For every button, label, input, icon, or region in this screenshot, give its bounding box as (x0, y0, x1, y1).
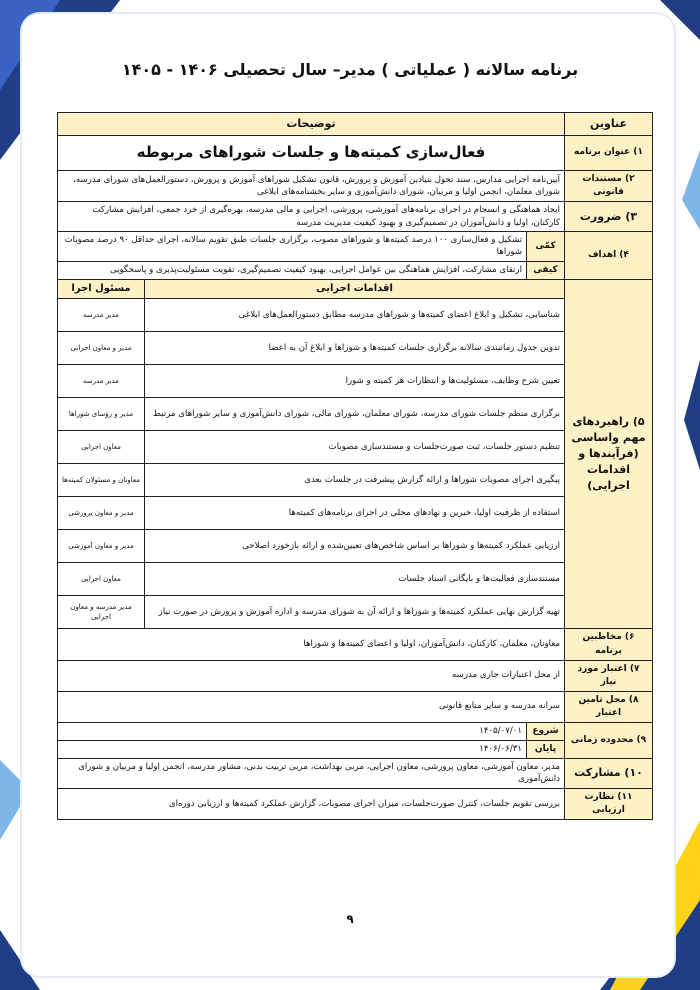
responsible-item: معاون اجرایی (58, 563, 145, 596)
credit-value: از محل اعتبارات جاری مدرسه (58, 660, 565, 691)
goals-quant-label: کمّی (527, 232, 565, 262)
credit-label: ۷) اعتبار مورد نیاز (565, 660, 653, 691)
page-number: ۹ (346, 912, 354, 926)
responsible-item: مدیر و رؤسای شوراها (58, 398, 145, 431)
participation-label: ۱۰) مشارکت (565, 758, 653, 788)
responsible-item: مدیر و معاون اجرایی (58, 332, 145, 365)
credit-source-label: ۸) محل تامین اعتبار (565, 691, 653, 722)
descriptions-header: توضیحات (58, 113, 565, 136)
goals-label: ۴) اهداف (565, 232, 653, 280)
goals-quant-value: تشکیل و فعال‌سازی ۱۰۰ درصد کمیته‌ها و شوراهای مصوب، برگزاری جلسات طبق تقویم سالانه، اجرای حداقل ۹۰ درصد مصوبات شوراها (58, 232, 527, 262)
responsible-item: مدیر مدرسه و معاون اجرایی (58, 596, 145, 629)
necessity-label: ۳) ضرورت (565, 202, 653, 232)
responsible-item: معاون اجرایی (58, 431, 145, 464)
necessity-value: ایجاد هماهنگی و انسجام در اجرای برنامه‌های آموزشی، پرورشی، اجرایی و مالی مدرسه، بهره‌گیری از خرد جمعی، افزایش مشارکت کارکنان، اولیا و دانش‌آموزان در تصمیم‌گیری و بهبود کیفیت مدیریت مدرسه (58, 202, 565, 232)
program-title-value: فعال‌سازی کمیته‌ها و جلسات شوراهای مربوطه (58, 136, 565, 171)
responsible-item: مدیر مدرسه (58, 299, 145, 332)
action-item: برگزاری منظم جلسات شورای مدرسه، شورای معلمان، شورای مالی، شورای دانش‌آموزی و سایر شوراهای مرتبط (145, 398, 565, 431)
action-item: مستندسازی فعالیت‌ها و بایگانی اسناد جلسات (145, 563, 565, 596)
evaluation-value: بررسی تقویم جلسات، کنترل صورت‌جلسات، میزان اجرای مصوبات، گزارش عملکرد کمیته‌ها و ارزیابی دوره‌ای (58, 788, 565, 819)
legal-docs-value: آیین‌نامه اجرایی مدارس، سند تحول بنیادین آموزش و پرورش، قانون تشکیل شوراهای آموزش و پرورش، دستورالعمل‌های شورای مدرسه، شورای معلمان، انجمن اولیا و مربیان، شورای دانش‌آموزی و سایر بخشنامه‌های ابلاغی (58, 171, 565, 202)
action-item: شناسایی، تشکیل و ابلاغ اعضای کمیته‌ها و شوراهای مدرسه مطابق دستورالعمل‌های ابلاغی (145, 299, 565, 332)
timeframe-end-label: پایان (527, 740, 565, 758)
credit-source-value: سرانه مدرسه و سایر منابع قانونی (58, 691, 565, 722)
evaluation-label: ۱۱) نظارت ارزیابی (565, 788, 653, 819)
program-title-label: ۱) عنوان برنامه (565, 136, 653, 171)
responsible-item: معاونان و مسئولان کمیته‌ها (58, 464, 145, 497)
timeframe-start-value: ۱۴۰۵/۰۷/۰۱ (58, 722, 527, 740)
program-table (57, 112, 653, 820)
responsible-heading: مسئول اجرا (58, 279, 145, 299)
strategies-label: ۵) راهبردهای مهم واساسی (فرآیندها و اقدامات اجرایی) (565, 279, 653, 629)
page-title: برنامه سالانه ( عملیاتی ) مدیر– سال تحصیلی ۱۴۰۶ - ۱۴۰۵ (121, 60, 579, 79)
action-item: تعیین شرح وظایف، مسئولیت‌ها و انتظارات هر کمیته و شورا (145, 365, 565, 398)
action-item: تنظیم دستور جلسات، ثبت صورت‌جلسات و مستندسازی مصوبات (145, 431, 565, 464)
responsible-item: مدیر مدرسه (58, 365, 145, 398)
timeframe-end-value: ۱۴۰۶/۰۶/۳۱ (58, 740, 527, 758)
action-item: استفاده از ظرفیت اولیا، خیرین و نهادهای محلی در اجرای برنامه‌های کمیته‌ها (145, 497, 565, 530)
goals-qual-label: کیفی (527, 261, 565, 279)
responsible-item: مدیر و معاون پرورشی (58, 497, 145, 530)
timeframe-start-label: شروع (527, 722, 565, 740)
goals-qual-value: ارتقای مشارکت، افزایش هماهنگی بین عوامل اجرایی، بهبود کیفیت تصمیم‌گیری، تقویت مسئولیت‌پذیری و پاسخگویی (58, 261, 527, 279)
action-item: تهیه گزارش نهایی عملکرد کمیته‌ها و شوراها و ارائه آن به شورای مدرسه و اداره آموزش و پرورش در صورت نیاز (145, 596, 565, 629)
participation-value: مدیر، معاون آموزشی، معاون پرورشی، معاون اجرایی، مربی بهداشت، مربی تربیت بدنی، مشاور مدرسه، انجمن اولیا و مربیان و شورای دانش‌آموزی (58, 758, 565, 788)
action-item: ارزیابی عملکرد کمیته‌ها و شوراها بر اساس شاخص‌های تعیین‌شده و ارائه بازخورد اصلاحی (145, 530, 565, 563)
actions-heading: اقدامات اجرایی (145, 279, 565, 299)
headings-header: عناوین (565, 113, 653, 136)
legal-docs-label: ۲) مستندات قانونی (565, 171, 653, 202)
action-item: پیگیری اجرای مصوبات شوراها و ارائه گزارش پیشرفت در جلسات بعدی (145, 464, 565, 497)
audience-label: ۶) مخاطبین برنامه (565, 629, 653, 660)
responsible-item: مدیر و معاون آموزشی (58, 530, 145, 563)
action-item: تدوین جدول زمانبندی سالانه برگزاری جلسات کمیته‌ها و شوراها و ابلاغ آن به اعضا (145, 332, 565, 365)
audience-value: معاونان، معلمان، کارکنان، دانش‌آموزان، اولیا و اعضای کمیته‌ها و شوراها (58, 629, 565, 660)
timeframe-label: ۹) محدوده زمانی (565, 722, 653, 758)
